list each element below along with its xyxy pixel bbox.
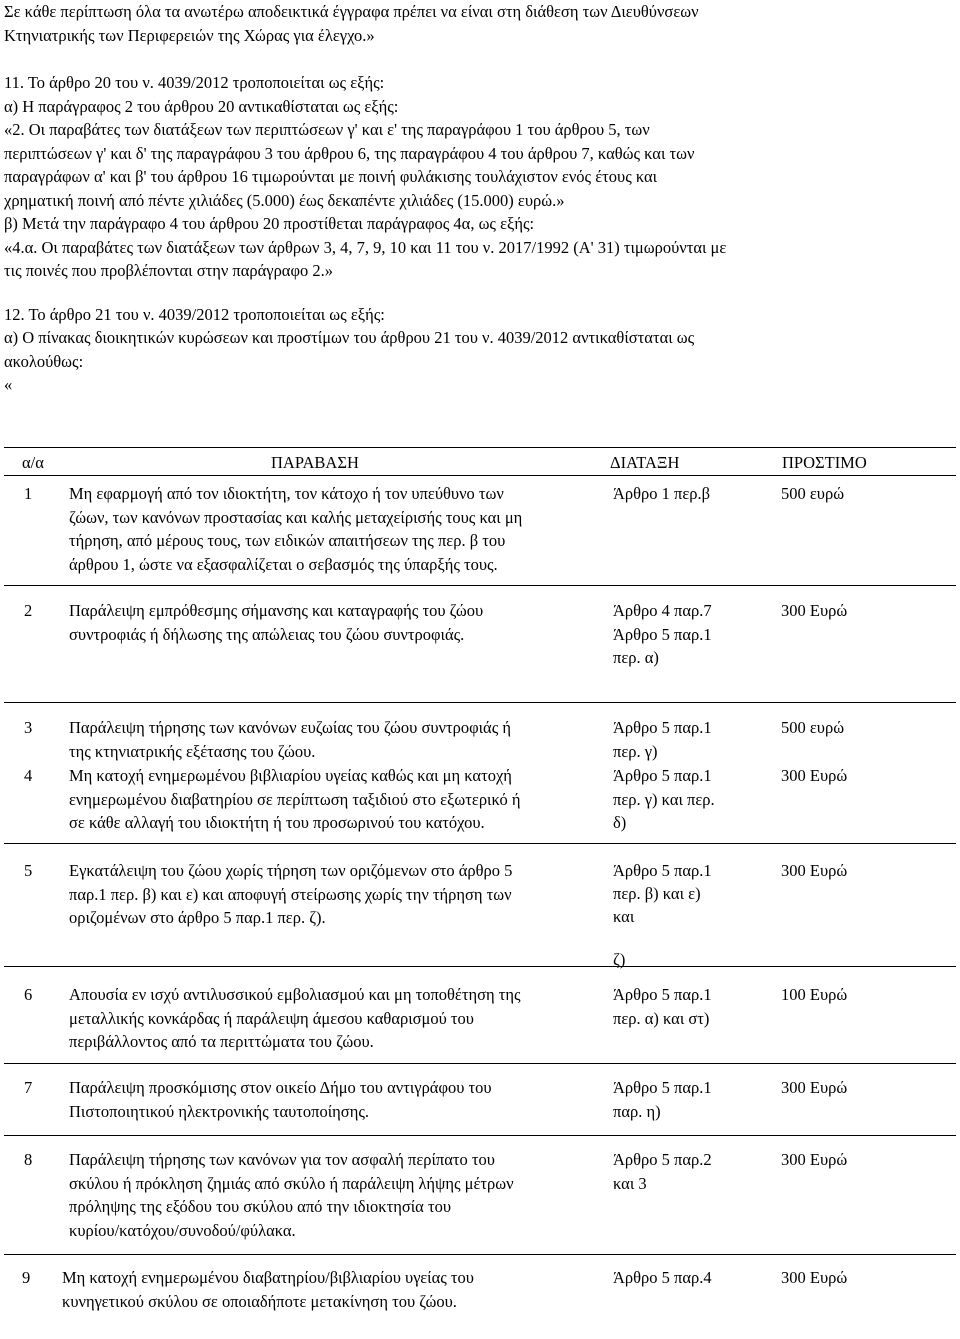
paragraph: « <box>4 375 13 394</box>
provision-text: περ. γ) και περ. <box>613 789 715 809</box>
provision-text: περ. γ) <box>613 741 658 761</box>
fine-amount: 300 Ευρώ <box>781 601 848 620</box>
violation-text: κυρίου/κατόχου/συνοδού/φύλακα. <box>69 1220 296 1240</box>
violation-text: παρ.1 περ. β) και ε) και αποφυγή στείρωσης χωρίς την τήρηση των <box>69 884 512 904</box>
provision-cell <box>613 764 763 835</box>
provision-text: περ. β) και ε) <box>613 884 701 903</box>
violation-text: τήρηση, από μέρους τους, των ειδικών απαιτήσεων της περ. β του <box>69 531 506 550</box>
provision-cell <box>613 482 763 506</box>
table-rule <box>4 447 956 448</box>
violation-text: Παράλειψη προσκόμισης στον οικείο Δήμο του αντιγράφου του <box>69 1078 492 1097</box>
fine-amount: 300 Ευρώ <box>781 1078 848 1097</box>
paragraph: α) Η παράγραφος 2 του άρθρου 20 αντικαθίσταται ως εξής: <box>4 96 399 116</box>
provision-cell <box>613 1266 763 1290</box>
article-heading: 12. Το άρθρο 21 του ν. 4039/2012 τροποποιείται ως εξής: <box>4 304 385 324</box>
text-line: ακολούθως: <box>4 351 84 371</box>
violation-text: περιβάλλοντος από τα περιττώματα του ζώου. <box>69 1032 374 1051</box>
violation-text: της κτηνιατρικής εξέτασης του ζώου. <box>69 741 316 761</box>
text-line: Κτηνιατρικής των Περιφερειών της Χώρας για έλεγχο.» <box>4 25 375 45</box>
paragraph <box>4 326 958 373</box>
provision-text: Άρθρο 5 παρ.2 <box>613 1150 712 1169</box>
violation-text: άρθρου 1, ώστε να εξασφαλίζεται ο σεβασμός της ύπαρξής τους. <box>69 554 498 574</box>
violation-text: Παράλειψη τήρησης των κανόνων για τον ασφαλή περίπατο του <box>69 1150 495 1169</box>
violation-text: συντροφιάς ή δήλωσης της απώλειας του ζώου συντροφιάς. <box>69 624 465 644</box>
row-number: 7 <box>24 1078 33 1097</box>
table-rule <box>4 1135 956 1136</box>
violation-cell <box>69 599 609 646</box>
violation-text: Μη κατοχή ενημερωμένου βιβλιαρίου υγείας καθώς και μη κατοχή <box>69 766 512 785</box>
violation-cell <box>69 764 609 835</box>
violation-text: Μη εφαρμογή από τον ιδιοκτήτη, τον κάτοχο ή τον υπεύθυνο των <box>69 484 504 503</box>
provision-cell <box>613 983 763 1030</box>
provision-text: ζ) <box>613 950 626 969</box>
text-line: «2. Οι παραβάτες των διατάξεων των περιπτώσεων γ' και ε' της παραγράφου 1 του άρθρου 5, των <box>4 120 650 139</box>
violation-text: Παράλειψη τήρησης των κανόνων ευζωίας του ζώου συντροφιάς ή <box>69 718 511 737</box>
fine-amount: 300 Ευρώ <box>781 861 848 880</box>
fine-amount: 300 Ευρώ <box>781 766 848 785</box>
violation-text: Παράλειψη εμπρόθεσμης σήμανσης και καταγραφής του ζώου <box>69 601 484 620</box>
violation-text: οριζομένων στο άρθρο 5 παρ.1 περ. ζ). <box>69 908 326 927</box>
table-rule <box>4 702 956 703</box>
provision-cell <box>613 599 763 670</box>
violation-text: Απουσία εν ισχύ αντιλυσσικού εμβολιασμού και μη τοποθέτηση της <box>69 985 521 1004</box>
violation-text: Πιστοποιητικού ηλεκτρονικής ταυτοποίησης. <box>69 1101 369 1121</box>
violation-text: Μη κατοχή ενημερωμένου διαβατηρίου/βιβλιαρίου υγείας του <box>62 1268 474 1287</box>
fine-amount: 300 Ευρώ <box>781 1150 848 1169</box>
violation-text: ενημερωμένου διαβατηρίου σε περίπτωση ταξιδιού στο εξωτερικό ή <box>69 789 521 809</box>
article-heading: 11. Το άρθρο 20 του ν. 4039/2012 τροποποιείται ως εξής: <box>4 73 385 92</box>
violation-cell <box>62 1266 602 1313</box>
table-rule <box>4 1254 956 1255</box>
violation-text: σκύλου ή πρόκληση ζημιάς από σκύλο ή παράλειψη λήψης μέτρων <box>69 1173 514 1193</box>
text-line: χρηματική ποινή από πέντε χιλιάδες (5.000) έως δεκαπέντε χιλιάδες (15.000) ευρώ.» <box>4 190 565 210</box>
text-line: παραγράφων α' και β' του άρθρου 16 τιμωρούνται με ποινή φυλάκισης τουλάχιστον ενός έτους και <box>4 167 658 186</box>
provision-text: Άρθρο 1 περ.β <box>613 484 711 503</box>
violation-text: Εγκατάλειψη του ζώου χωρίς τήρηση των οριζόμενων στο άρθρο 5 <box>69 861 513 880</box>
provision-text: Άρθρο 5 παρ.4 <box>613 1268 712 1287</box>
violation-text: σε κάθε αλλαγή του ιδιοκτήτη ή του προσωρινού του κατόχου. <box>69 813 485 832</box>
provision-text: δ) <box>613 813 627 832</box>
violation-cell <box>69 482 609 576</box>
text-line: «4.α. Οι παραβάτες των διατάξεων των άρθρων 3, 4, 7, 9, 10 και 11 του ν. 2017/1992 (Α' 31) τιμωρούνται με <box>4 237 727 257</box>
violation-cell <box>69 1148 609 1242</box>
violation-text: ζώων, των κανόνων προστασίας και καλής μεταχείρισής τους και μη <box>69 507 523 527</box>
intro-text <box>4 0 958 397</box>
table-rule <box>4 1063 956 1064</box>
text-line: Σε κάθε περίπτωση όλα τα ανωτέρω αποδεικτικά έγγραφα πρέπει να είναι στη διάθεση των Διευθύνσεων <box>4 2 699 21</box>
violation-cell <box>69 716 609 763</box>
provision-text: παρ. η) <box>613 1101 661 1121</box>
table-rule <box>4 475 956 476</box>
provision-text: Άρθρο 4 παρ.7 <box>613 601 712 620</box>
paragraph <box>4 118 958 212</box>
paragraph: β) Μετά την παράγραφο 4 του άρθρου 20 προστίθεται παράγραφος 4α, ως εξής: <box>4 214 535 233</box>
provision-text: Άρθρο 5 παρ.1 <box>613 985 712 1004</box>
fine-amount: 500 ευρώ <box>781 718 845 737</box>
violation-cell <box>69 859 609 930</box>
header-provision: ΔΙΑΤΑΞΗ <box>610 453 680 472</box>
violation-cell <box>69 983 609 1054</box>
provision-text: και 3 <box>613 1173 647 1193</box>
provision-text: Άρθρο 5 παρ.1 <box>613 718 712 737</box>
fine-amount: 300 Ευρώ <box>781 1268 848 1287</box>
violation-text: κυνηγετικού σκύλου σε οποιαδήποτε μετακίνηση του ζώου. <box>62 1291 457 1311</box>
violation-text: πρόληψης της εξόδου του σκύλου από την ιδιοκτησία του <box>69 1197 451 1216</box>
paragraph <box>4 236 958 283</box>
table-rule <box>4 843 956 844</box>
row-number: 8 <box>24 1150 33 1169</box>
row-number: 5 <box>24 861 33 880</box>
provision-text: περ. α) και στ) <box>613 1008 710 1028</box>
provision-text: Άρθρο 5 παρ.1 <box>613 861 712 880</box>
provision-text: και <box>613 907 635 926</box>
provision-cell <box>613 1148 763 1195</box>
provision-text: Άρθρο 5 παρ.1 <box>613 624 712 644</box>
row-number: 1 <box>24 484 33 503</box>
provision-cell <box>613 716 763 763</box>
provision-text: Άρθρο 5 παρ.1 <box>613 766 712 785</box>
header-num: α/α <box>22 453 44 472</box>
fine-amount: 100 Ευρώ <box>781 985 848 1004</box>
table-rule <box>4 585 956 586</box>
provision-text: περ. α) <box>613 648 659 667</box>
text-line: α) Ο πίνακας διοικητικών κυρώσεων και προστίμων του άρθρου 21 του ν. 4039/2012 αντικαθίσταται ως <box>4 328 695 347</box>
violation-cell <box>69 1076 609 1123</box>
row-number: 2 <box>24 601 33 620</box>
paragraph <box>4 0 958 47</box>
row-number: 6 <box>24 985 33 1004</box>
provision-text: Άρθρο 5 παρ.1 <box>613 1078 712 1097</box>
text-line: περιπτώσεων γ' και δ' της παραγράφου 3 του άρθρου 6, της παραγράφου 4 του άρθρου 7, καθώς και των <box>4 143 695 163</box>
fine-amount: 500 ευρώ <box>781 484 845 503</box>
header-violation: ΠΑΡΑΒΑΣΗ <box>271 453 359 472</box>
header-fine: ΠΡΟΣΤΙΜΟ <box>782 453 867 472</box>
violation-text: μεταλλικής κονκάρδας ή παράλειψη άμεσου καθαρισμού του <box>69 1008 474 1028</box>
text-line: τις ποινές που προβλέπονται στην παράγραφο 2.» <box>4 261 333 280</box>
row-number: 4 <box>24 766 33 785</box>
table-rule <box>4 966 956 967</box>
row-number: 9 <box>22 1268 31 1287</box>
row-number: 3 <box>24 718 33 737</box>
provision-cell <box>613 1076 763 1123</box>
